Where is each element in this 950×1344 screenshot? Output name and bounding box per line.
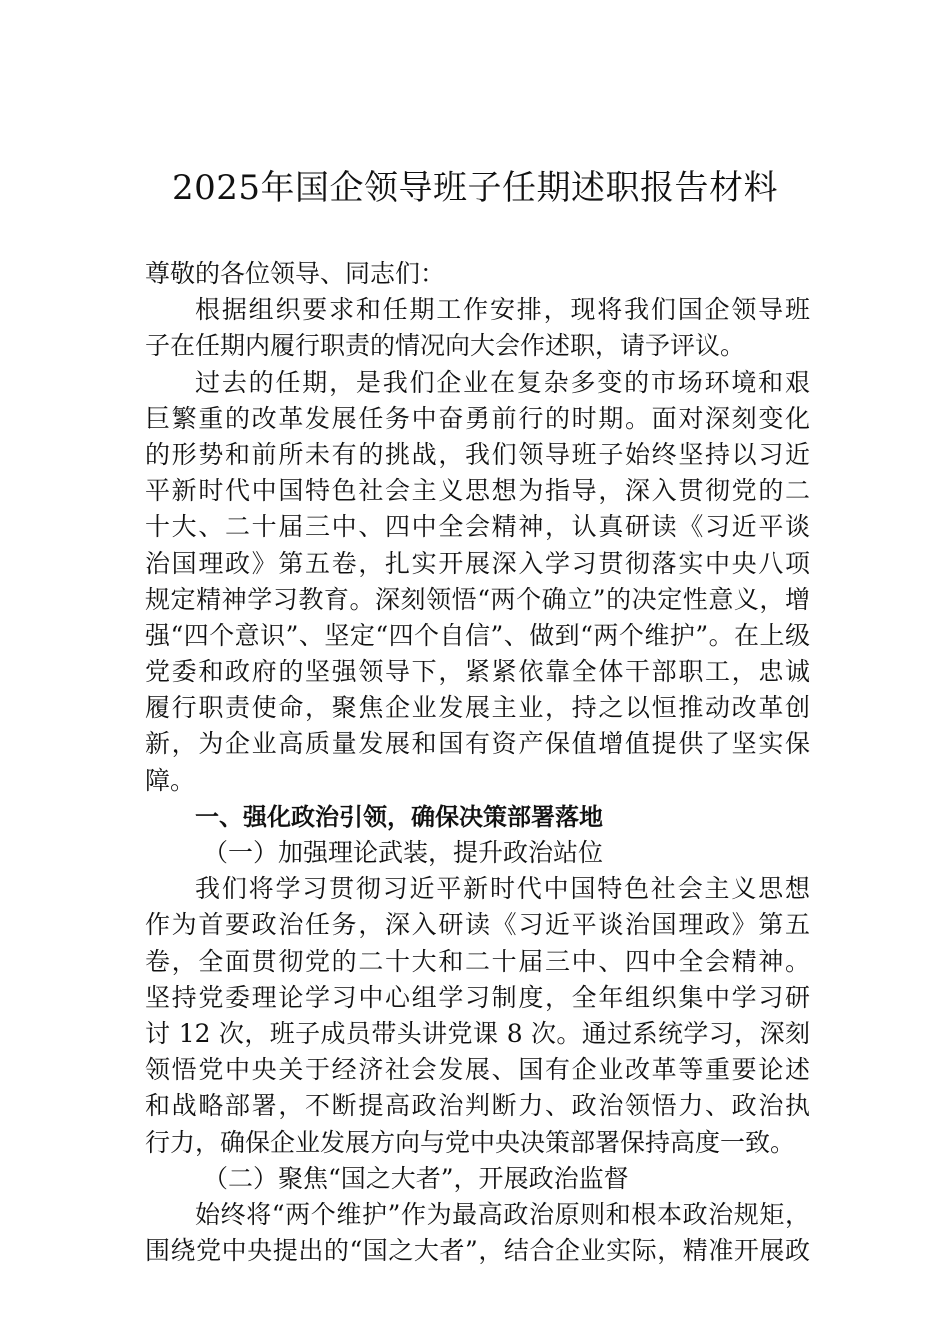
paragraph-line: 卷，全面贯彻党的二十大和二十届三中、四中全会精神。 — [145, 946, 810, 976]
paragraph-line: 根据组织要求和任期工作安排，现将我们国企领导班 — [195, 295, 810, 325]
paragraph-line: 行力，确保企业发展方向与党中央决策部署保持高度一致。 — [145, 1127, 796, 1157]
paragraph-line: 强“四个意识”、坚定“四个自信”、做到“两个维护”。在上级 — [145, 620, 810, 650]
paragraph-line: 领悟党中央关于经济社会发展、国有企业改革等重要论述 — [145, 1055, 810, 1085]
paragraph-line: 巨繁重的改革发展任务中奋勇前行的时期。面对深刻变化 — [145, 403, 810, 433]
paragraph-line: 履行职责使命，聚焦企业发展主业，持之以恒推动改革创 — [145, 693, 810, 723]
subsection-heading: （一）加强理论武装，提升政治站位 — [203, 838, 604, 867]
paragraph-line: 平新时代中国特色社会主义思想为指导，深入贯彻党的二 — [145, 476, 810, 506]
paragraph-line: 围绕党中央提出的“国之大者”，结合企业实际，精准开展政 — [145, 1236, 810, 1266]
salutation: 尊敬的各位领导、同志们： — [145, 259, 446, 288]
paragraph-line: 党委和政府的坚强领导下，紧紧依靠全体干部职工，忠诚 — [145, 657, 810, 687]
subsection-heading: （二）聚焦“国之大者”，开展政治监督 — [203, 1163, 629, 1193]
paragraph-line: 讨 12 次，班子成员带头讲党课 8 次。通过系统学习，深刻 — [145, 1018, 810, 1048]
paragraph-line: 规定精神学习教育。深刻领悟“两个确立”的决定性意义，增 — [145, 584, 810, 614]
document-title: 2025年国企领导班子任期述职报告材料 — [171, 168, 779, 208]
paragraph-line: 子在任期内履行职责的情况向大会作述职，请予评议。 — [145, 331, 746, 361]
paragraph-line: 始终将“两个维护”作为最高政治原则和根本政治规矩， — [195, 1199, 810, 1229]
paragraph-line: 的形势和前所未有的挑战，我们领导班子始终坚持以习近 — [145, 439, 810, 469]
paragraph-line: 坚持党委理论学习中心组学习制度，全年组织集中学习研 — [145, 982, 810, 1012]
section-heading: 一、强化政治引领，确保决策部署落地 — [195, 802, 603, 831]
paragraph-line: 障。 — [145, 765, 196, 795]
paragraph-line: 和战略部署，不断提高政治判断力、政治领悟力、政治执 — [145, 1091, 810, 1121]
paragraph-line: 治国理政》第五卷，扎实开展深入学习贯彻落实中央八项 — [145, 548, 810, 578]
paragraph-line: 作为首要政治任务，深入研读《习近平谈治国理政》第五 — [145, 910, 810, 940]
paragraph-line: 新，为企业高质量发展和国有资产保值增值提供了坚实保 — [145, 729, 810, 759]
paragraph-line: 过去的任期，是我们企业在复杂多变的市场环境和艰 — [195, 367, 810, 397]
paragraph-line: 我们将学习贯彻习近平新时代中国特色社会主义思想 — [195, 874, 810, 904]
paragraph-line: 十大、二十届三中、四中全会精神，认真研读《习近平谈 — [145, 512, 810, 542]
document-body — [145, 256, 810, 1269]
